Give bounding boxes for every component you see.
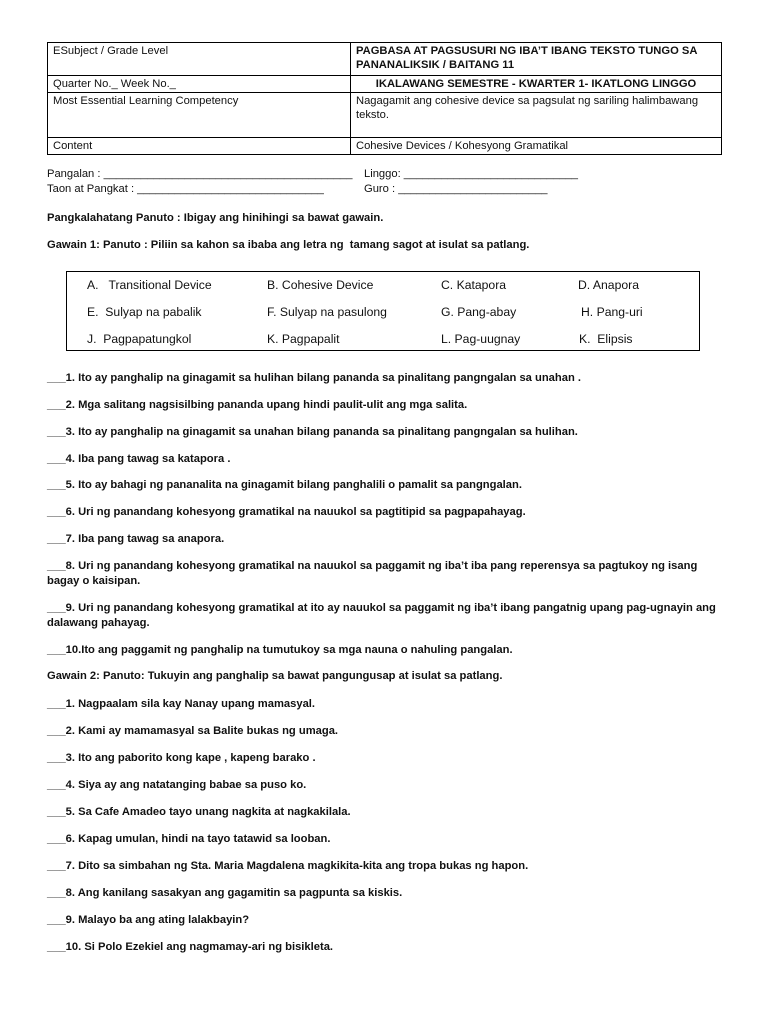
- choice-item: L. Pag-uugnay: [441, 332, 521, 346]
- gawain1-item: ___4. Iba pang tawag sa katapora .: [47, 453, 231, 465]
- choice-item: E. Sulyap na pabalik: [87, 305, 202, 319]
- gawain2-item: ___4. Siya ay ang natatanging babae sa puso ko.: [47, 779, 307, 791]
- quarter-label: Quarter No._ Week No._: [48, 76, 351, 93]
- gawain1-item: ___3. Ito ay panghalip na ginagamit sa unahan bilang pananda sa pinalitang pangngalan sa hulihan.: [47, 426, 578, 438]
- gawain2-item: ___6. Kapag umulan, hindi na tayo tatawid sa looban.: [47, 833, 331, 845]
- quarter-value: IKALAWANG SEMESTRE - KWARTER 1- IKATLONG LINGGO: [351, 76, 722, 93]
- header-table: [47, 42, 722, 155]
- competency-value: Nagagamit ang cohesive device sa pagsulat ng sariling halimbawang teksto.: [351, 93, 722, 138]
- gawain2-item: ___3. Ito ang paborito kong kape , kapeng barako .: [47, 752, 316, 764]
- choice-item: K. Elipsis: [579, 332, 633, 346]
- content-label: Content: [48, 138, 351, 155]
- competency-label: Most Essential Learning Competency: [48, 93, 351, 138]
- gawain2-item: ___7. Dito sa simbahan ng Sta. Maria Magdalena magkikita-kita ang tropa bukas ng hapon.: [47, 860, 529, 872]
- choice-item: C. Katapora: [441, 278, 507, 292]
- gawain1-item: ___6. Uri ng panandang kohesyong gramatikal na nauukol sa pagtitipid sa pagpapahayag.: [47, 506, 526, 518]
- gawain1-item: ___1. Ito ay panghalip na ginagamit sa hulihan bilang pananda sa pinalitang pangngalan sa unahan .: [47, 372, 581, 384]
- content-value: Cohesive Devices / Kohesyong Gramatikal: [351, 138, 722, 155]
- general-instruction: Pangkalahatang Panuto : Ibigay ang hinihingi sa bawat gawain.: [47, 212, 384, 224]
- choices-box: [66, 271, 700, 351]
- gawain1-instruction: Gawain 1: Panuto : Piliin sa kahon sa ibaba ang letra ng tamang sagot at isulat sa patlang.: [47, 239, 530, 251]
- gawain2-item: ___9. Malayo ba ang ating lalakbayin?: [47, 914, 250, 926]
- gawain1-item: ___7. Iba pang tawag sa anapora.: [47, 533, 225, 545]
- gawain2-item: ___2. Kami ay mamamasyal sa Balite bukas ng umaga.: [47, 725, 339, 737]
- subject-value: PAGBASA AT PAGSUSURI NG IBA’T IBANG TEKSTO TUNGO SA PANANALIKSIK / BAITANG 11: [351, 43, 722, 76]
- choice-item: G. Pang-abay: [441, 305, 517, 319]
- name-field[interactable]: Pangalan : ________________________________________: [47, 168, 353, 180]
- subject-label: ESubject / Grade Level: [48, 43, 351, 76]
- gawain1-item: ___9. Uri ng panandang kohesyong gramatikal at ito ay nauukol sa paggamit ng iba’t ibang pangatnig upang pag-ugnayin ang dalawang pahayag.: [47, 602, 716, 629]
- choice-item: J. Pagpapatungkol: [87, 332, 192, 346]
- gawain1-item: ___8. Uri ng panandang kohesyong gramatikal na nauukol sa paggamit ng iba’t iba pang reperensya sa pagtukoy ng isang bagay o kaisipan.: [47, 560, 698, 587]
- choice-item: K. Pagpapalit: [267, 332, 340, 346]
- choice-item: B. Cohesive Device: [267, 278, 374, 292]
- gawain2-instruction: Gawain 2: Panuto: Tukuyin ang panghalip sa bawat pangungusap at isulat sa patlang.: [47, 670, 503, 682]
- gawain2-item: ___8. Ang kanilang sasakyan ang gagamitin sa pagpunta sa kiskis.: [47, 887, 403, 899]
- gawain2-item: ___10. Si Polo Ezekiel ang nagmamay-ari ng bisikleta.: [47, 941, 334, 953]
- choice-item: F. Sulyap na pasulong: [267, 305, 387, 319]
- gawain2-item: ___5. Sa Cafe Amadeo tayo unang nagkita at nagkakilala.: [47, 806, 351, 818]
- teacher-field[interactable]: Guro : ________________________: [364, 183, 548, 195]
- choice-item: A. Transitional Device: [87, 278, 212, 292]
- week-field[interactable]: Linggo: ____________________________: [364, 168, 579, 180]
- gawain1-item: ___5. Ito ay bahagi ng pananalita na ginagamit bilang panghalili o pamalit sa pangngalan.: [47, 479, 522, 491]
- section-field[interactable]: Taon at Pangkat : ______________________________: [47, 183, 324, 195]
- gawain2-item: ___1. Nagpaalam sila kay Nanay upang mamasyal.: [47, 698, 316, 710]
- gawain1-item: ___2. Mga salitang nagsisilbing pananda upang hindi paulit-ulit ang mga salita.: [47, 399, 468, 411]
- gawain1-item: ___10.Ito ang paggamit ng panghalip na tumutukoy sa mga nauna o nahuling pangalan.: [47, 644, 513, 656]
- choice-item: H. Pang-uri: [581, 305, 643, 319]
- choice-item: D. Anapora: [578, 278, 639, 292]
